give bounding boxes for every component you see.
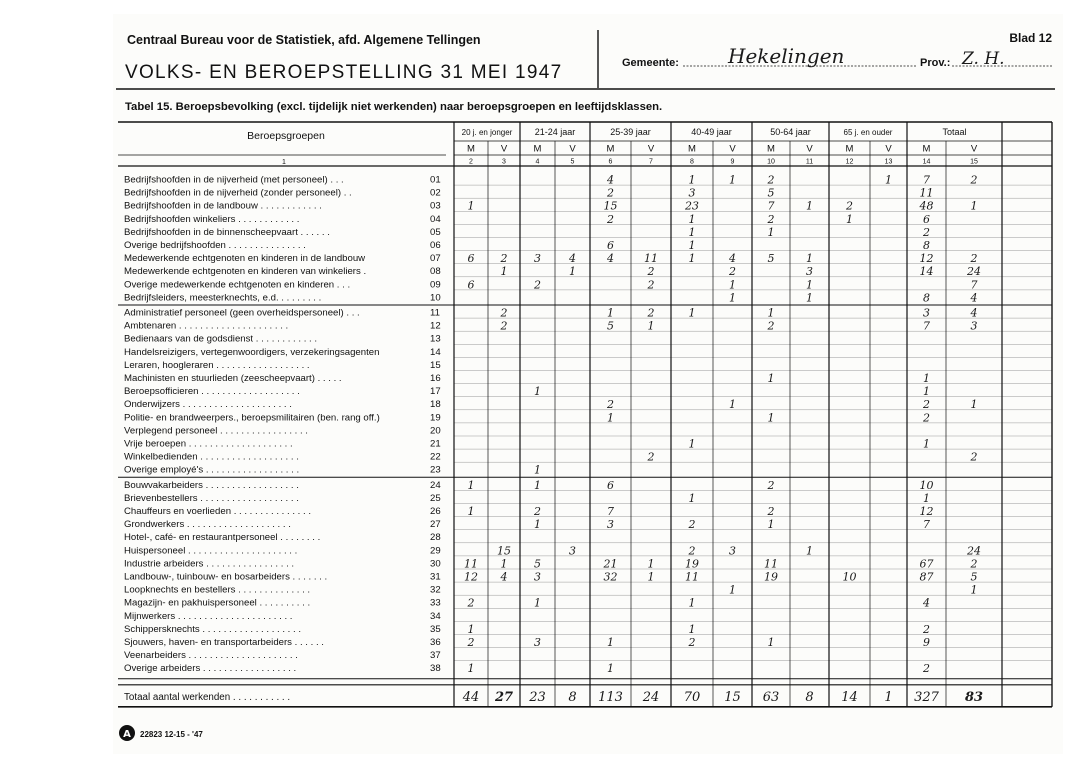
total-value: 8 <box>805 689 814 705</box>
cell-value: 11 <box>919 186 934 200</box>
sex-header: V <box>647 143 655 155</box>
cell-value: 1 <box>500 265 508 279</box>
cell-value: 1 <box>970 199 978 213</box>
cell-value: 1 <box>688 491 696 505</box>
cell-value: 1 <box>729 291 736 305</box>
cell-value: 3 <box>569 544 576 558</box>
cell-value: 4 <box>970 291 978 305</box>
cell-value: 2 <box>688 544 696 558</box>
cell-value: 4 <box>607 173 614 187</box>
cell-value: 2 <box>607 398 614 412</box>
cell-value: 2 <box>970 173 978 187</box>
cell-value: 2 <box>767 478 775 492</box>
row-code: 03 <box>430 200 441 212</box>
row-label: Bedrijfshoofden in de landbouw . . . . . . . . . . . . <box>124 200 322 212</box>
cell-value: 1 <box>970 398 978 412</box>
cell-value: 1 <box>767 372 775 385</box>
row-label: Brievenbestellers . . . . . . . . . . . . . . . . . . . <box>124 492 299 504</box>
row-code: 29 <box>430 545 441 557</box>
cell-value: 2 <box>647 450 655 464</box>
cell-value: 1 <box>923 491 930 505</box>
cell-value: 67 <box>919 557 934 571</box>
sex-header: V <box>970 143 978 155</box>
row-code: 23 <box>430 464 441 476</box>
row-label: Chauffeurs en voerlieden . . . . . . . . . . . . . . . <box>124 506 311 517</box>
row-label: Magazijn- en pakhuispersoneel . . . . . . . . . . <box>124 597 311 609</box>
total-value: 327 <box>914 689 939 705</box>
row-code: 14 <box>430 346 441 358</box>
row-code: 02 <box>430 187 441 199</box>
total-value: 1 <box>884 689 893 705</box>
cell-value: 19 <box>685 557 699 571</box>
row-label: Grondwerkers . . . . . . . . . . . . . . . . . . . . <box>124 519 291 531</box>
row-code: 17 <box>430 386 441 398</box>
sex-header: M <box>606 143 615 155</box>
row-code: 25 <box>430 492 441 504</box>
cell-value: 1 <box>534 478 541 492</box>
cell-value: 1 <box>607 636 614 649</box>
cell-value: 24 <box>967 544 981 558</box>
row-code: 34 <box>430 610 441 622</box>
row-code: 26 <box>430 506 441 517</box>
row-code: 27 <box>430 519 441 531</box>
cell-value: 1 <box>467 478 475 492</box>
cell-value: 2 <box>767 212 775 226</box>
cell-value: 1 <box>923 372 930 385</box>
cell-value: 5 <box>767 186 775 200</box>
cell-value: 1 <box>688 622 696 636</box>
row-code: 21 <box>430 438 441 450</box>
row-label: Bedrijfshoofden in de nijverheid (zonder personeel) . . <box>124 187 352 199</box>
cell-value: 6 <box>467 252 475 266</box>
row-code: 32 <box>430 584 441 596</box>
cell-value: 1 <box>923 385 930 399</box>
total-label: Totaal aantal werkenden . . . . . . . . . . . <box>124 691 291 703</box>
printer-logo-letter: A <box>123 729 131 740</box>
row-code: 01 <box>430 174 441 186</box>
cell-value: 12 <box>919 252 934 266</box>
cell-value: 1 <box>534 518 541 532</box>
cell-value: 1 <box>500 557 508 571</box>
cell-value: 8 <box>923 239 930 252</box>
column-number: 5 <box>570 158 575 166</box>
total-value: 8 <box>568 689 577 705</box>
total-value: 83 <box>964 689 984 705</box>
row-code: 16 <box>430 373 441 384</box>
cell-value: 2 <box>647 278 655 292</box>
age-group-header: 21-24 jaar <box>534 127 576 137</box>
cell-value: 3 <box>607 518 614 532</box>
cell-value: 1 <box>885 173 892 187</box>
column-number: 11 <box>805 158 814 166</box>
column-number: 10 <box>767 158 775 166</box>
cell-value: 7 <box>923 173 930 187</box>
cell-value: 87 <box>919 570 934 584</box>
row-label: Leraren, hoogleraren . . . . . . . . . . . . . . . . . . <box>124 359 310 371</box>
column-number: 6 <box>608 158 613 166</box>
row-label: Ambtenaren . . . . . . . . . . . . . . . . . . . . . <box>124 320 289 332</box>
row-code: 05 <box>430 226 441 238</box>
cell-value: 1 <box>729 583 736 597</box>
row-label: Overige employé's . . . . . . . . . . . . . . . . . . <box>124 464 300 476</box>
cell-value: 1 <box>806 278 813 292</box>
sex-header: M <box>767 143 775 155</box>
row-code: 10 <box>430 292 441 304</box>
cell-value: 2 <box>970 450 978 464</box>
cell-value: 2 <box>647 265 655 279</box>
cell-value: 1 <box>767 411 775 425</box>
row-code: 20 <box>430 425 441 437</box>
row-code: 15 <box>430 359 441 371</box>
cell-value: 1 <box>767 225 775 239</box>
sheet-label: Blad 12 <box>1009 31 1052 45</box>
row-code: 07 <box>430 253 441 265</box>
cell-value: 1 <box>806 291 813 305</box>
cell-value: 2 <box>846 199 853 213</box>
cell-value: 3 <box>534 636 541 649</box>
row-code: 36 <box>430 637 441 648</box>
group-column-header: Beroepsgroepen <box>247 130 325 142</box>
column-number: 8 <box>690 158 694 166</box>
total-value: 113 <box>598 689 623 705</box>
total-value: 27 <box>494 689 514 705</box>
cell-value: 4 <box>607 252 614 266</box>
row-code: 30 <box>430 558 441 570</box>
row-code: 28 <box>430 532 441 544</box>
cell-value: 2 <box>467 636 475 649</box>
cell-value: 1 <box>729 398 736 412</box>
cell-value: 12 <box>919 505 934 518</box>
row-label: Administratief personeel (geen overheidspersoneel) . . . <box>124 307 360 319</box>
sex-header: V <box>729 143 736 155</box>
row-label: Bedrijfshoofden in de binnenscheepvaart . . . . . . <box>124 226 330 238</box>
cell-value: 2 <box>534 278 541 292</box>
row-code: 38 <box>430 663 441 675</box>
row-label: Machinisten en stuurlieden (zeescheepvaart) . . . . . <box>124 373 342 384</box>
prov-value: Z. H. <box>962 49 1005 69</box>
row-code: 24 <box>430 479 441 491</box>
cell-value: 2 <box>923 622 930 636</box>
row-label: Winkelbedienden . . . . . . . . . . . . . . . . . . . <box>124 451 299 463</box>
cell-value: 1 <box>688 239 696 252</box>
cell-value: 5 <box>767 252 775 266</box>
cell-value: 1 <box>688 596 696 610</box>
cell-value: 3 <box>534 570 541 584</box>
cell-value: 2 <box>534 505 541 518</box>
row-code: 33 <box>430 597 441 609</box>
cell-value: 1 <box>688 306 696 320</box>
cell-value: 1 <box>688 173 696 187</box>
cell-value: 2 <box>923 411 930 425</box>
cell-value: 11 <box>764 557 778 571</box>
cell-value: 1 <box>767 636 775 649</box>
cell-value: 1 <box>729 173 736 187</box>
cell-value: 9 <box>923 636 930 649</box>
total-value: 24 <box>642 689 660 705</box>
cell-value: 11 <box>644 252 658 266</box>
cell-value: 6 <box>923 212 930 226</box>
total-value: 14 <box>841 689 858 705</box>
cell-value: 4 <box>500 570 508 584</box>
cell-value: 1 <box>534 596 541 610</box>
cell-value: 4 <box>923 596 930 610</box>
cell-value: 1 <box>688 437 696 451</box>
column-number: 15 <box>970 158 978 166</box>
row-label: Handelsreizigers, vertegenwoordigers, verzekeringsagenten <box>124 346 380 358</box>
cell-value: 2 <box>923 398 930 412</box>
cell-value: 11 <box>464 557 478 571</box>
cell-value: 21 <box>603 557 618 571</box>
row-label: Overige bedrijfshoofden . . . . . . . . . . . . . . . <box>124 240 306 251</box>
age-group-header: 65 j. en ouder <box>843 128 893 137</box>
cell-value: 2 <box>607 212 614 226</box>
column-number: 2 <box>469 158 473 166</box>
column-number: 14 <box>922 158 931 166</box>
cell-value: 1 <box>467 505 475 518</box>
row-code: 08 <box>430 266 441 278</box>
row-code: 19 <box>430 412 441 424</box>
cell-value: 1 <box>846 212 853 226</box>
cell-value: 4 <box>970 306 978 320</box>
row-label: Bouwvakarbeiders . . . . . . . . . . . . . . . . . . <box>124 479 299 491</box>
cell-value: 14 <box>919 265 934 279</box>
cell-value: 24 <box>967 265 981 279</box>
age-group-header: 25-39 jaar <box>610 127 651 137</box>
cell-value: 32 <box>603 570 618 584</box>
gemeente-value: Hekelingen <box>728 44 845 68</box>
row-code: 11 <box>430 307 440 319</box>
cell-value: 1 <box>923 437 930 451</box>
total-value: 63 <box>762 689 780 705</box>
cell-value: 7 <box>923 518 930 532</box>
row-label: Beroepsofficieren . . . . . . . . . . . . . . . . . . . <box>124 386 300 398</box>
cell-value: 19 <box>764 570 778 584</box>
cell-value: 2 <box>500 319 508 333</box>
cell-value: 1 <box>806 199 813 213</box>
cell-value: 12 <box>464 570 478 584</box>
cell-value: 2 <box>729 265 736 279</box>
row-label: Veenarbeiders . . . . . . . . . . . . . . . . . . . . . <box>124 650 298 662</box>
cell-value: 1 <box>467 622 475 636</box>
cell-value: 1 <box>688 252 696 266</box>
row-label: Loopknechts en bestellers . . . . . . . . . . . . . . <box>124 584 311 596</box>
cell-value: 5 <box>970 570 978 584</box>
row-code: 18 <box>430 399 441 411</box>
sex-header: V <box>885 143 892 155</box>
row-label: Hotel-, café- en restaurantpersoneel . . . . . . . . <box>124 532 321 544</box>
row-code: 31 <box>430 571 441 583</box>
sex-header: M <box>467 143 475 155</box>
sex-header: V <box>806 143 813 155</box>
row-label: Vrije beroepen . . . . . . . . . . . . . . . . . . . . <box>124 438 293 450</box>
cell-value: 2 <box>767 319 775 333</box>
cell-value: 1 <box>467 199 475 213</box>
row-label: Sjouwers, haven- en transportarbeiders . . . . . . <box>124 637 324 648</box>
cell-value: 1 <box>467 662 475 676</box>
prov-label: Prov.: <box>920 57 951 69</box>
cell-value: 6 <box>607 478 614 492</box>
column-number: 7 <box>649 158 653 166</box>
total-value: 15 <box>724 689 741 705</box>
sex-header: M <box>845 143 854 155</box>
row-label: Industrie arbeiders . . . . . . . . . . . . . . . . . <box>124 558 295 570</box>
cell-value: 1 <box>607 306 614 320</box>
print-code: 22823 12-15 - '47 <box>140 730 203 739</box>
cell-value: 2 <box>767 505 775 518</box>
table-title: Tabel 15. Beroepsbevolking (excl. tijdelijk niet werkenden) naar beroepsgroepen en leeftijdsklassen. <box>125 101 663 113</box>
cell-value: 1 <box>569 265 576 279</box>
cell-value: 1 <box>806 252 813 266</box>
row-label: Huispersoneel . . . . . . . . . . . . . . . . . . . . . <box>124 545 298 557</box>
cell-value: 6 <box>607 239 614 252</box>
cell-value: 1 <box>806 544 813 558</box>
row-label: Politie- en brandweerpers., beroepsmilitairen (ben. rang off.) <box>124 412 380 424</box>
row-code: 22 <box>430 451 441 463</box>
cell-value: 2 <box>500 252 508 266</box>
total-value: 23 <box>529 689 546 705</box>
cell-value: 2 <box>467 596 475 610</box>
cell-value: 2 <box>970 557 978 571</box>
column-number: 3 <box>502 158 506 166</box>
cell-value: 23 <box>685 199 699 213</box>
bureau-name: Centraal Bureau voor de Statistiek, afd. Algemene Tellingen <box>127 33 481 47</box>
cell-value: 6 <box>467 278 475 292</box>
cell-value: 10 <box>842 570 857 584</box>
cell-value: 2 <box>923 662 930 676</box>
cell-value: 2 <box>607 186 614 200</box>
cell-value: 2 <box>688 636 696 649</box>
row-label: Mijnwerkers . . . . . . . . . . . . . . . . . . . . . . <box>124 610 293 622</box>
sex-header: V <box>500 143 508 155</box>
cell-value: 1 <box>534 463 541 477</box>
row-code: 12 <box>430 320 441 332</box>
row-label: Schippersknechts . . . . . . . . . . . . . . . . . . . <box>124 623 302 635</box>
row-label: Bedrijfshoofden in de nijverheid (met personeel) . . . <box>124 174 344 186</box>
age-group-header: 50-64 jaar <box>770 127 811 137</box>
cell-value: 1 <box>767 306 775 320</box>
sex-header: M <box>688 143 696 155</box>
cell-value: 15 <box>603 199 618 213</box>
age-group-header: 20 j. en jonger <box>461 128 513 137</box>
cell-value: 15 <box>497 544 511 558</box>
cell-value: 1 <box>607 662 614 676</box>
cell-value: 8 <box>923 291 930 305</box>
cell-value: 3 <box>970 319 978 333</box>
cell-value: 3 <box>729 544 736 558</box>
cell-value: 2 <box>500 306 508 320</box>
cell-value: 11 <box>685 570 699 584</box>
total-value: 44 <box>462 689 480 705</box>
cell-value: 2 <box>767 173 775 187</box>
cell-value: 1 <box>767 518 775 532</box>
row-label: Bedrijfsleiders, meesterknechts, e.d. . . . . . . . . <box>124 292 322 304</box>
cell-value: 2 <box>688 518 696 532</box>
row-label: Onderwijzers . . . . . . . . . . . . . . . . . . . . . <box>124 399 292 411</box>
age-group-header: Totaal <box>942 127 967 137</box>
cell-value: 10 <box>919 478 934 492</box>
cell-value: 5 <box>534 557 541 571</box>
cell-value: 7 <box>767 199 775 213</box>
sex-header: M <box>922 143 931 155</box>
row-label: Landbouw-, tuinbouw- en bosarbeiders . . . . . . . <box>124 571 328 583</box>
row-code: 09 <box>430 279 441 291</box>
row-label: Verplegend personeel . . . . . . . . . . . . . . . . . <box>124 425 308 437</box>
cell-value: 3 <box>923 306 930 320</box>
row-code: 04 <box>430 213 441 225</box>
cell-value: 1 <box>647 319 655 333</box>
cell-value: 4 <box>729 252 736 266</box>
row-code: 37 <box>430 650 441 662</box>
cell-value: 7 <box>970 278 978 292</box>
cell-value: 3 <box>806 265 813 279</box>
sex-header: M <box>533 143 542 155</box>
column-number: 1 <box>282 159 286 166</box>
row-code: 06 <box>430 240 441 251</box>
row-label: Medewerkende echtgenoten en kinderen in de landbouw <box>124 253 366 265</box>
cell-value: 1 <box>688 212 696 226</box>
cell-value: 48 <box>919 199 934 213</box>
row-code: 35 <box>430 623 441 635</box>
cell-value: 7 <box>607 505 614 518</box>
sex-header: V <box>569 143 576 155</box>
cell-value: 1 <box>688 225 696 239</box>
cell-value: 1 <box>729 278 736 292</box>
row-label: Overige medewerkende echtgenoten en kinderen . . . <box>124 279 351 291</box>
cell-value: 4 <box>569 252 576 266</box>
total-value: 70 <box>683 689 701 705</box>
column-number: 4 <box>535 158 540 166</box>
cell-value: 2 <box>970 252 978 266</box>
row-label: Bedrijfshoofden winkeliers . . . . . . . . . . . . <box>124 213 300 225</box>
cell-value: 1 <box>647 557 655 571</box>
row-code: 13 <box>430 333 441 345</box>
cell-value: 5 <box>607 319 614 333</box>
age-group-header: 40-49 jaar <box>691 127 732 137</box>
cell-value: 1 <box>970 583 978 597</box>
row-label: Bedienaars van de godsdienst . . . . . . . . . . . . <box>124 333 318 345</box>
column-number: 9 <box>730 158 735 166</box>
column-number: 12 <box>845 158 854 166</box>
cell-value: 7 <box>923 319 930 333</box>
gemeente-label: Gemeente: <box>622 57 679 69</box>
cell-value: 3 <box>688 186 696 200</box>
row-label: Medewerkende echtgenoten en kinderen van winkeliers . <box>124 266 367 278</box>
cell-value: 1 <box>607 411 614 425</box>
cell-value: 3 <box>534 252 541 266</box>
cell-value: 1 <box>647 570 655 584</box>
cell-value: 1 <box>534 385 541 399</box>
cell-value: 2 <box>923 225 930 239</box>
column-number: 13 <box>884 158 893 166</box>
form-title: VOLKS- EN BEROEPSTELLING 31 MEI 1947 <box>125 62 563 83</box>
row-label: Overige arbeiders . . . . . . . . . . . . . . . . . . <box>124 663 297 675</box>
cell-value: 2 <box>647 306 655 320</box>
